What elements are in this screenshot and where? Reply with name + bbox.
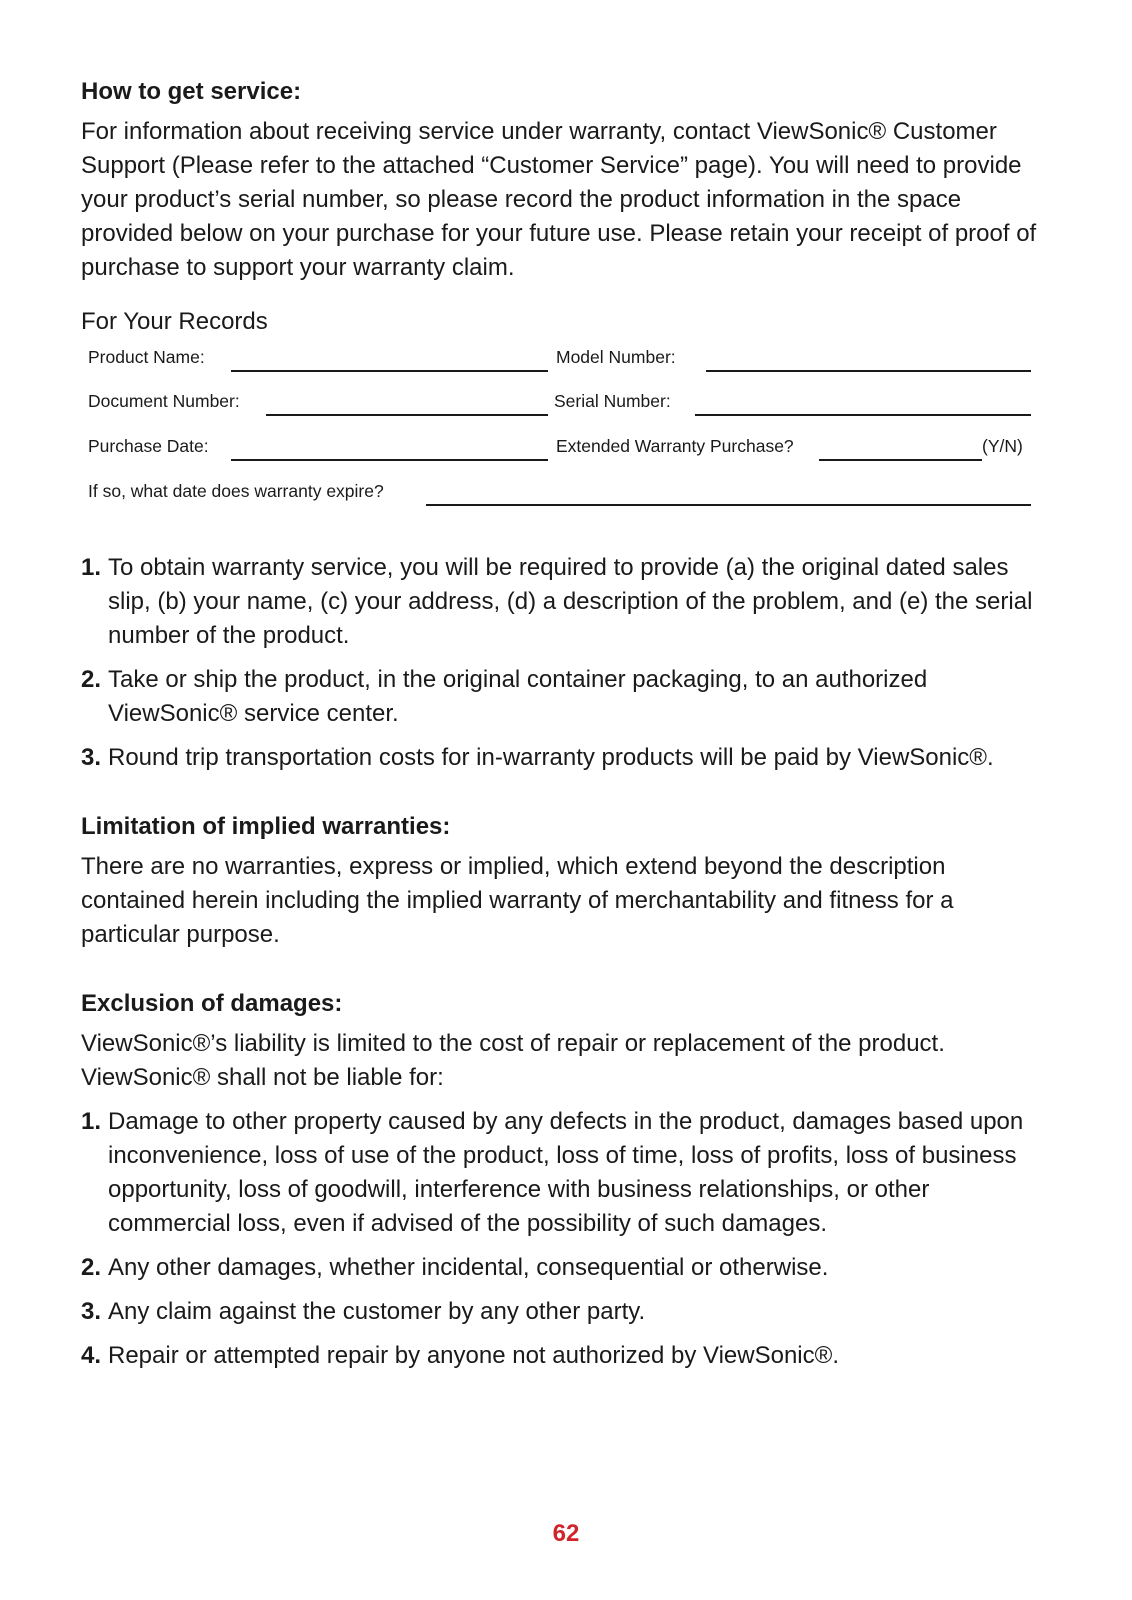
item-text: Take or ship the product, in the original container packaging, to an authorized ViewSonic® service center.: [108, 666, 928, 727]
product-name-line[interactable]: [231, 370, 548, 372]
form-row-1: [88, 347, 1056, 377]
purchase-date-line[interactable]: [231, 459, 548, 461]
yn-label: (Y/N): [982, 436, 1023, 456]
item-text: To obtain warranty service, you will be required to provide (a) the original dated sales slip, (b) your name, (c) your address, (d) a description of the problem, and (e) the serial number of the product.: [108, 554, 1033, 649]
item-text: Damage to other property caused by any defects in the product, damages based upon inconvenience, loss of use of the product, loss of time, loss of profits, loss of business opportunity, loss of goodwill, interference with business relationships, or other commercial loss, even if advised of the possibility of such damages.: [108, 1108, 1024, 1237]
item-number: 2.: [81, 666, 102, 693]
exclusion-body: ViewSonic®’s liability is limited to the cost of repair or replacement of the product. ViewSonic® shall not be liable for:: [81, 1030, 945, 1091]
item-number: 3.: [81, 744, 102, 771]
exclusion-list: [81, 1105, 1056, 1373]
limitation-body: There are no warranties, express or implied, which extend beyond the description contained herein including the implied warranty of merchantability and fitness for a particular purpose.: [81, 853, 954, 948]
list-item: [81, 741, 1056, 775]
service-heading: How to get service:: [81, 78, 302, 105]
list-item: [81, 1105, 1056, 1241]
item-text: Any other damages, whether incidental, consequential or otherwise.: [108, 1254, 829, 1281]
model-number-line[interactable]: [706, 370, 1031, 372]
item-text: Repair or attempted repair by anyone not authorized by ViewSonic®.: [108, 1342, 839, 1369]
item-text: Round trip transportation costs for in-warranty products will be paid by ViewSonic®.: [108, 744, 994, 771]
page-number: 62: [552, 1520, 580, 1547]
serial-number-line[interactable]: [695, 414, 1031, 416]
form-row-4: [88, 481, 1056, 511]
item-number: 1.: [81, 1108, 102, 1135]
item-text: Any claim against the customer by any other party.: [108, 1298, 646, 1325]
item-number: 1.: [81, 554, 102, 581]
list-item: [81, 663, 1056, 731]
document-number-label: Document Number:: [88, 391, 240, 411]
extended-warranty-label: Extended Warranty Purchase?: [556, 436, 794, 456]
serial-number-label: Serial Number:: [554, 391, 671, 411]
extended-warranty-line[interactable]: [819, 459, 982, 461]
item-number: 2.: [81, 1254, 102, 1281]
item-number: 4.: [81, 1342, 102, 1369]
expire-date-line[interactable]: [426, 504, 1031, 506]
limitation-heading: Limitation of implied warranties:: [81, 813, 451, 840]
form-row-2: [88, 391, 1056, 421]
form-row-3: [88, 436, 1056, 466]
service-body: For information about receiving service under warranty, contact ViewSonic® Customer Support (Please refer to the attached “Customer Service” page). You will need to provide your product’s serial number, so please record the product information in the space provided below on your purchase for your future use. Please retain your receipt of proof of purchase to support your warranty claim.: [81, 118, 1037, 281]
list-item: [81, 551, 1056, 653]
exclusion-section: [81, 988, 1056, 1373]
limitation-section: [81, 811, 1056, 952]
list-item: [81, 1295, 1056, 1329]
document-number-line[interactable]: [266, 414, 548, 416]
page-content: [81, 76, 1056, 1383]
records-title: For Your Records: [81, 308, 268, 335]
list-item: [81, 1339, 1056, 1373]
list-item: [81, 1251, 1056, 1285]
model-number-label: Model Number:: [556, 347, 676, 367]
service-steps: [81, 551, 1056, 775]
expire-date-label: If so, what date does warranty expire?: [88, 481, 384, 501]
item-number: 3.: [81, 1298, 102, 1325]
records-form: [81, 339, 1056, 529]
exclusion-heading: Exclusion of damages:: [81, 990, 343, 1017]
product-name-label: Product Name:: [88, 347, 205, 367]
purchase-date-label: Purchase Date:: [88, 436, 209, 456]
